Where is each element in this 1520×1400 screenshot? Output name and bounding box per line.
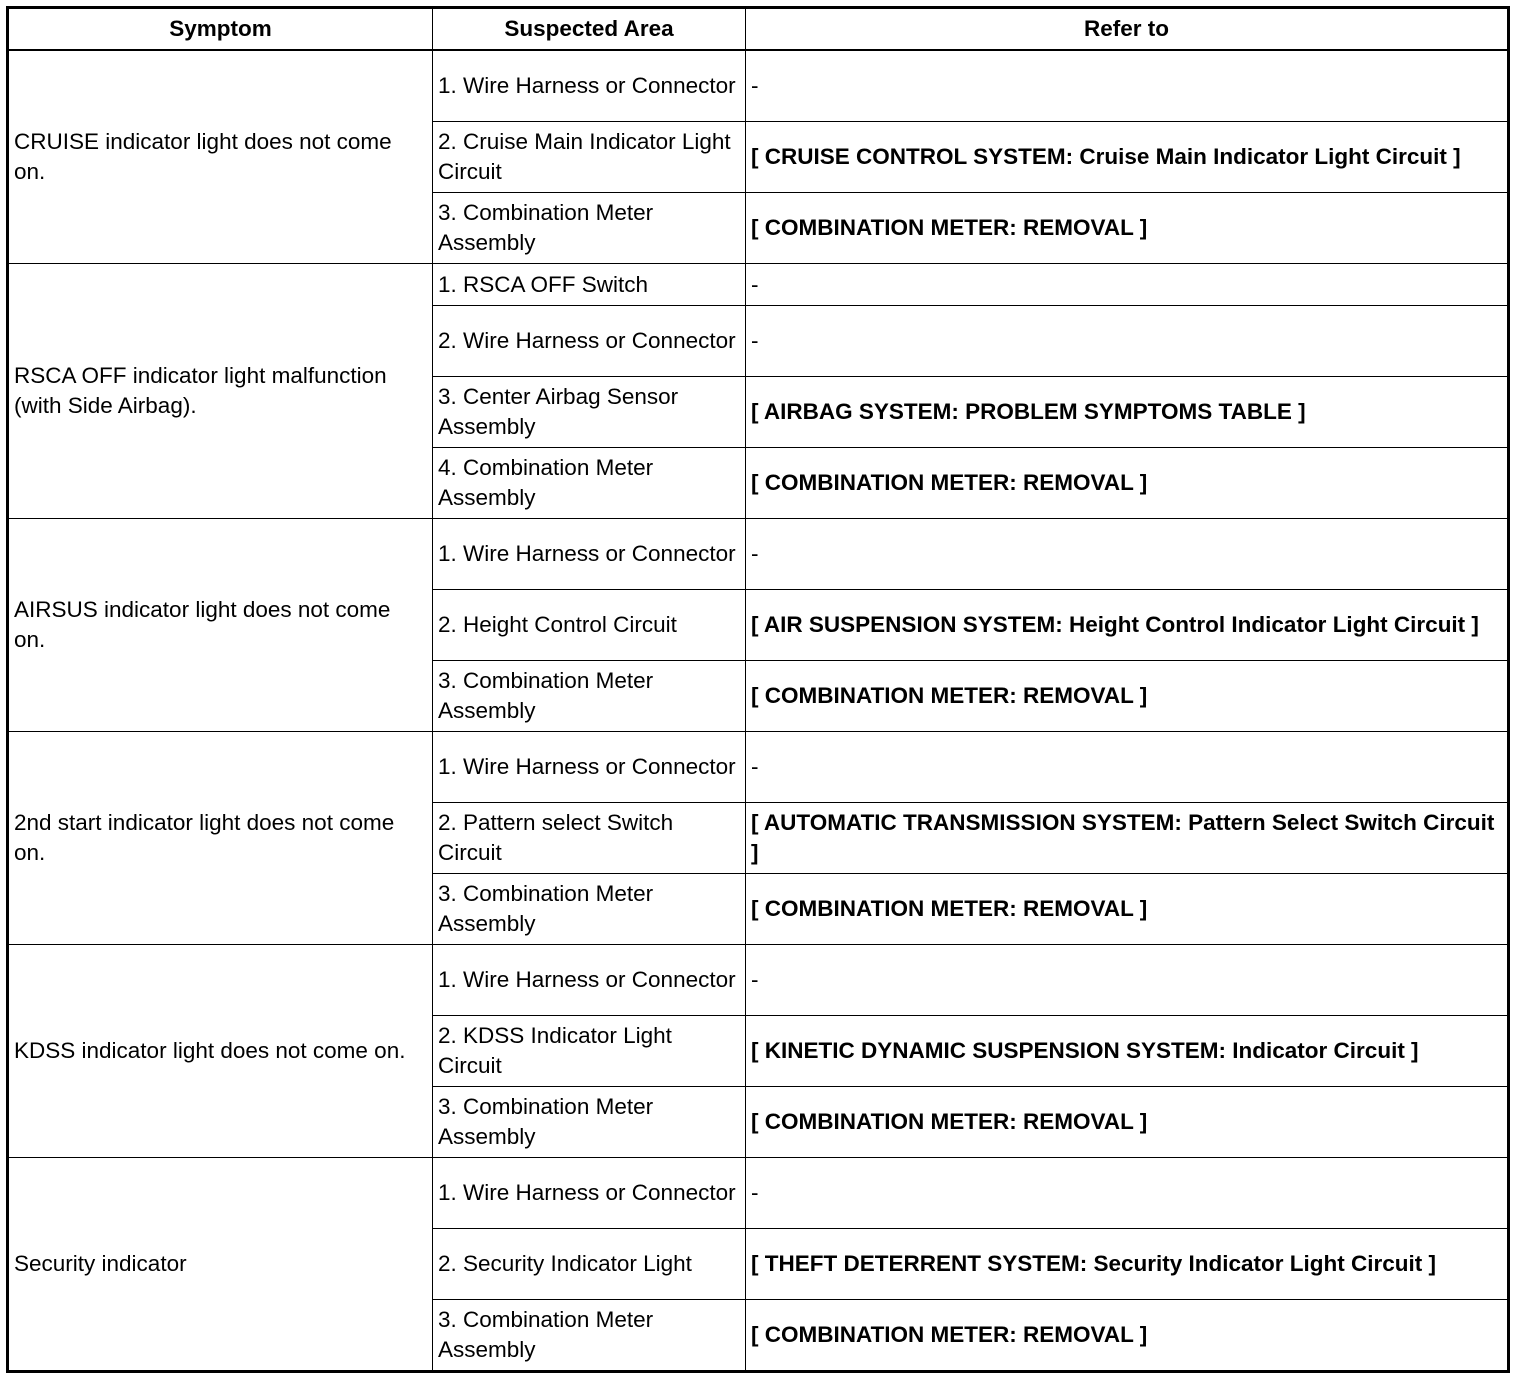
suspected-area-cell: 2. Height Control Circuit xyxy=(433,590,746,661)
suspected-area-cell: 2. Cruise Main Indicator Light Circuit xyxy=(433,122,746,193)
refer-link[interactable]: [ COMBINATION METER: REMOVAL ] xyxy=(746,1087,1509,1158)
header-refer-to: Refer to xyxy=(746,8,1509,51)
suspected-area-cell: 3. Combination Meter Assembly xyxy=(433,193,746,264)
table-row xyxy=(8,1158,1509,1229)
refer-link[interactable]: [ AIR SUSPENSION SYSTEM: Height Control Indicator Light Circuit ] xyxy=(746,590,1509,661)
header-row xyxy=(8,8,1509,51)
suspected-area-cell: 3. Center Airbag Sensor Assembly xyxy=(433,377,746,448)
symptom-cell: KDSS indicator light does not come on. xyxy=(8,945,433,1158)
refer-cell: - xyxy=(746,519,1509,590)
symptom-cell: CRUISE indicator light does not come on. xyxy=(8,50,433,264)
suspected-area-cell: 4. Combination Meter Assembly xyxy=(433,448,746,519)
refer-link[interactable]: [ AUTOMATIC TRANSMISSION SYSTEM: Pattern Select Switch Circuit ] xyxy=(746,803,1509,874)
table-row xyxy=(8,519,1509,590)
suspected-area-cell: 1. Wire Harness or Connector xyxy=(433,945,746,1016)
table-row xyxy=(8,732,1509,803)
refer-cell: - xyxy=(746,1158,1509,1229)
suspected-area-cell: 3. Combination Meter Assembly xyxy=(433,1087,746,1158)
refer-cell: - xyxy=(746,264,1509,306)
symptom-cell: RSCA OFF indicator light malfunction (with Side Airbag). xyxy=(8,264,433,519)
refer-link[interactable]: [ COMBINATION METER: REMOVAL ] xyxy=(746,193,1509,264)
suspected-area-cell: 1. Wire Harness or Connector xyxy=(433,732,746,803)
refer-link[interactable]: [ COMBINATION METER: REMOVAL ] xyxy=(746,1300,1509,1372)
refer-link[interactable]: [ COMBINATION METER: REMOVAL ] xyxy=(746,874,1509,945)
table-row xyxy=(8,945,1509,1016)
table-row xyxy=(8,50,1509,122)
refer-cell: - xyxy=(746,306,1509,377)
suspected-area-cell: 2. Wire Harness or Connector xyxy=(433,306,746,377)
header-suspected-area: Suspected Area xyxy=(433,8,746,51)
refer-link[interactable]: [ THEFT DETERRENT SYSTEM: Security Indicator Light Circuit ] xyxy=(746,1229,1509,1300)
suspected-area-cell: 1. Wire Harness or Connector xyxy=(433,50,746,122)
suspected-area-cell: 1. Wire Harness or Connector xyxy=(433,519,746,590)
header-symptom: Symptom xyxy=(8,8,433,51)
refer-link[interactable]: [ CRUISE CONTROL SYSTEM: Cruise Main Indicator Light Circuit ] xyxy=(746,122,1509,193)
suspected-area-cell: 3. Combination Meter Assembly xyxy=(433,661,746,732)
refer-cell: - xyxy=(746,50,1509,122)
suspected-area-cell: 3. Combination Meter Assembly xyxy=(433,1300,746,1372)
refer-link[interactable]: [ AIRBAG SYSTEM: PROBLEM SYMPTOMS TABLE ] xyxy=(746,377,1509,448)
refer-link[interactable]: [ COMBINATION METER: REMOVAL ] xyxy=(746,448,1509,519)
refer-cell: - xyxy=(746,732,1509,803)
symptom-cell: 2nd start indicator light does not come on. xyxy=(8,732,433,945)
table-row xyxy=(8,264,1509,306)
refer-cell: - xyxy=(746,945,1509,1016)
suspected-area-cell: 1. Wire Harness or Connector xyxy=(433,1158,746,1229)
suspected-area-cell: 1. RSCA OFF Switch xyxy=(433,264,746,306)
suspected-area-cell: 2. KDSS Indicator Light Circuit xyxy=(433,1016,746,1087)
suspected-area-cell: 2. Pattern select Switch Circuit xyxy=(433,803,746,874)
symptom-cell: AIRSUS indicator light does not come on. xyxy=(8,519,433,732)
problem-symptoms-table xyxy=(6,6,1510,1373)
symptom-cell: Security indicator xyxy=(8,1158,433,1372)
suspected-area-cell: 2. Security Indicator Light xyxy=(433,1229,746,1300)
suspected-area-cell: 3. Combination Meter Assembly xyxy=(433,874,746,945)
refer-link[interactable]: [ KINETIC DYNAMIC SUSPENSION SYSTEM: Indicator Circuit ] xyxy=(746,1016,1509,1087)
refer-link[interactable]: [ COMBINATION METER: REMOVAL ] xyxy=(746,661,1509,732)
